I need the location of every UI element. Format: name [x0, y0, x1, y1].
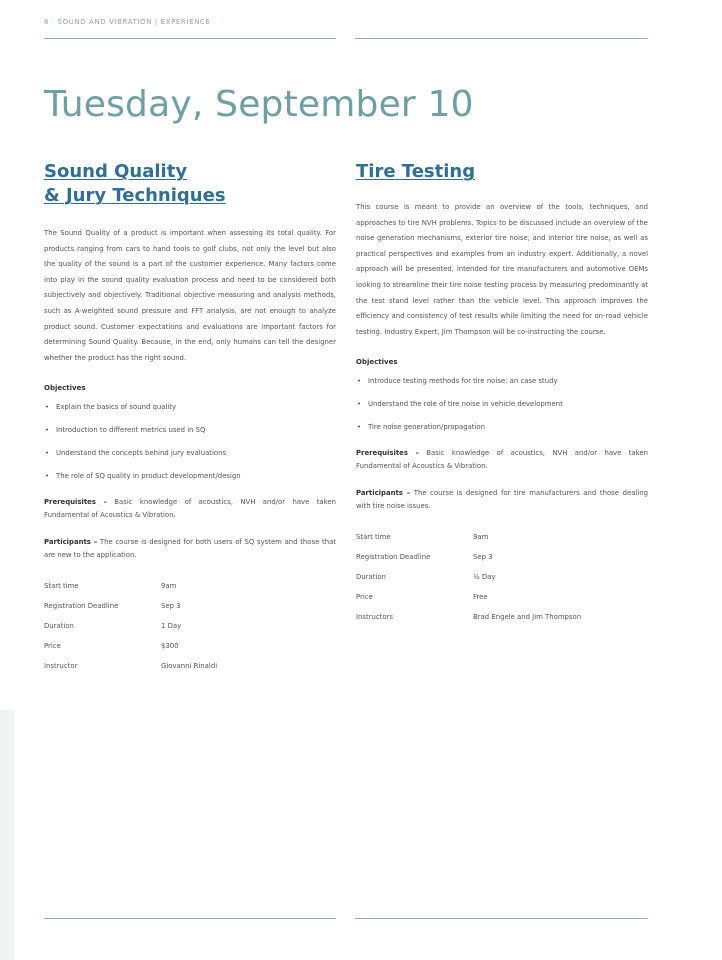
table-row	[44, 576, 217, 596]
right-course-title-line1: Tire Testing	[356, 161, 476, 182]
left-participants	[44, 536, 336, 562]
table-row	[356, 567, 581, 587]
right-objectives-heading: Objectives	[356, 358, 398, 367]
left-course-title	[44, 160, 336, 208]
detail-value: Brad Engele and Jim Thompson	[473, 613, 582, 622]
left-prerequisites	[44, 496, 336, 522]
prerequisites-text: Basic knowledge of acoustics, NVH and/or have taken Fundamental of Acoustics & Vibration.	[44, 498, 336, 520]
table-row	[44, 596, 217, 616]
prerequisites-label: Prerequisites –	[44, 498, 107, 507]
left-objectives-list	[44, 402, 336, 482]
detail-value: Free	[473, 593, 488, 602]
left-course-title-line1: Sound Quality	[44, 161, 188, 182]
detail-value: Sep 3	[473, 553, 493, 562]
list-item: • Understand the concepts behind jury evaluations	[44, 448, 336, 459]
detail-label: Duration	[356, 573, 386, 582]
table-row	[356, 607, 581, 627]
list-item: • Introduction to different metrics used in SQ	[44, 425, 336, 436]
right-objectives-list	[356, 376, 648, 433]
participants-label: Participants –	[44, 538, 98, 547]
table-row	[44, 616, 217, 636]
running-head: 8 · SOUND AND VIBRATION | EXPERIENCE	[44, 18, 211, 26]
table-row	[356, 587, 581, 607]
detail-value: $300	[161, 642, 179, 651]
list-item: • Understand the role of tire noise in vehicle development	[356, 399, 648, 410]
detail-value: 1 Day	[161, 622, 182, 631]
left-course-title-line2: & Jury Techniques	[44, 185, 226, 206]
detail-label: Instructors	[356, 613, 394, 622]
bottom-right-rule	[355, 918, 648, 919]
top-right-rule	[355, 38, 648, 39]
list-item: • The role of SQ quality in product development/design	[44, 471, 336, 482]
list-item: • Introduce testing methods for tire noise: an case study	[356, 376, 648, 387]
table-row	[356, 547, 581, 567]
participants-text: The course is designed for tire manufacturers and those dealing with tire noise issues.	[356, 489, 648, 511]
table-row	[44, 656, 217, 676]
detail-label: Start time	[44, 582, 79, 591]
side-decoration-bar	[0, 710, 14, 960]
right-course-title	[356, 160, 648, 184]
detail-value: ½ Day	[473, 573, 496, 582]
left-details-table	[44, 576, 217, 676]
detail-value: Sep 3	[161, 602, 181, 611]
table-row	[44, 636, 217, 656]
bottom-left-rule	[44, 918, 336, 919]
detail-label: Price	[44, 642, 61, 651]
participants-text: The course is designed for both users of SQ system and those that are new to the application.	[44, 538, 336, 560]
detail-label: Duration	[44, 622, 74, 631]
detail-label: Instructor	[44, 662, 78, 671]
right-details-table	[356, 527, 581, 627]
detail-label: Price	[356, 593, 373, 602]
right-course-column	[356, 160, 648, 627]
detail-label: Registration Deadline	[356, 553, 431, 562]
prerequisites-text: Basic knowledge of acoustics, NVH and/or have taken Fundamental of Acoustics & Vibration.	[356, 449, 648, 471]
left-course-description: The Sound Quality of a product is important when assessing its total quality. For products ranging from cars to hand tools to golf clubs, not only the level but also the quality of the sound is a part of the customer experience. Many factors come into play in the sound quality evaluation process and need to be considered both subjectively and objectively. Traditional objective measuring and analysis methods, such as A-weighted sound pressure and FFT analysis, are not enough to analyze product sound. Customer expectations and evaluations are important factors for determining Sound Quality. Because, in the end, only humans can tell the designer whether the product has the right sound.	[44, 229, 336, 362]
left-course-column	[44, 160, 336, 676]
detail-value: Giovanni Rinaldi	[161, 662, 218, 671]
right-course-description: This course is meant to provide an overview of the tools, techniques, and approaches to tire NVH problems. Topics to be discussed include an overview of the noise generation mechanisms, exterior tire noise, and interior tire noise, as well as practical perspectives and examples from an industry expert. Additionally, a novel approach will be presented, intended for tire manufacturers and automotive OEMs looking to streamline their tire noise testing process by measuring predominantly at the test stand level rather than the vehicle level. This approach improves the efficiency and consistency of test results while limiting the need for on-road vehicle testing. Industry Expert, Jim Thompson will be co-instructing the course.	[356, 203, 648, 336]
table-row	[356, 527, 581, 547]
list-item: • Tire noise generation/propagation	[356, 422, 648, 433]
right-prerequisites	[356, 447, 648, 473]
left-objectives-heading: Objectives	[44, 384, 86, 393]
participants-label: Participants –	[356, 489, 411, 498]
detail-label: Start time	[356, 533, 391, 542]
detail-label: Registration Deadline	[44, 602, 119, 611]
prerequisites-label: Prerequisites –	[356, 449, 419, 458]
right-participants	[356, 487, 648, 513]
detail-value: 9am	[473, 533, 489, 542]
page-title: Tuesday, September 10	[44, 84, 474, 125]
list-item: • Explain the basics of sound quality	[44, 402, 336, 413]
detail-value: 9am	[161, 582, 177, 591]
top-left-rule	[44, 38, 336, 39]
